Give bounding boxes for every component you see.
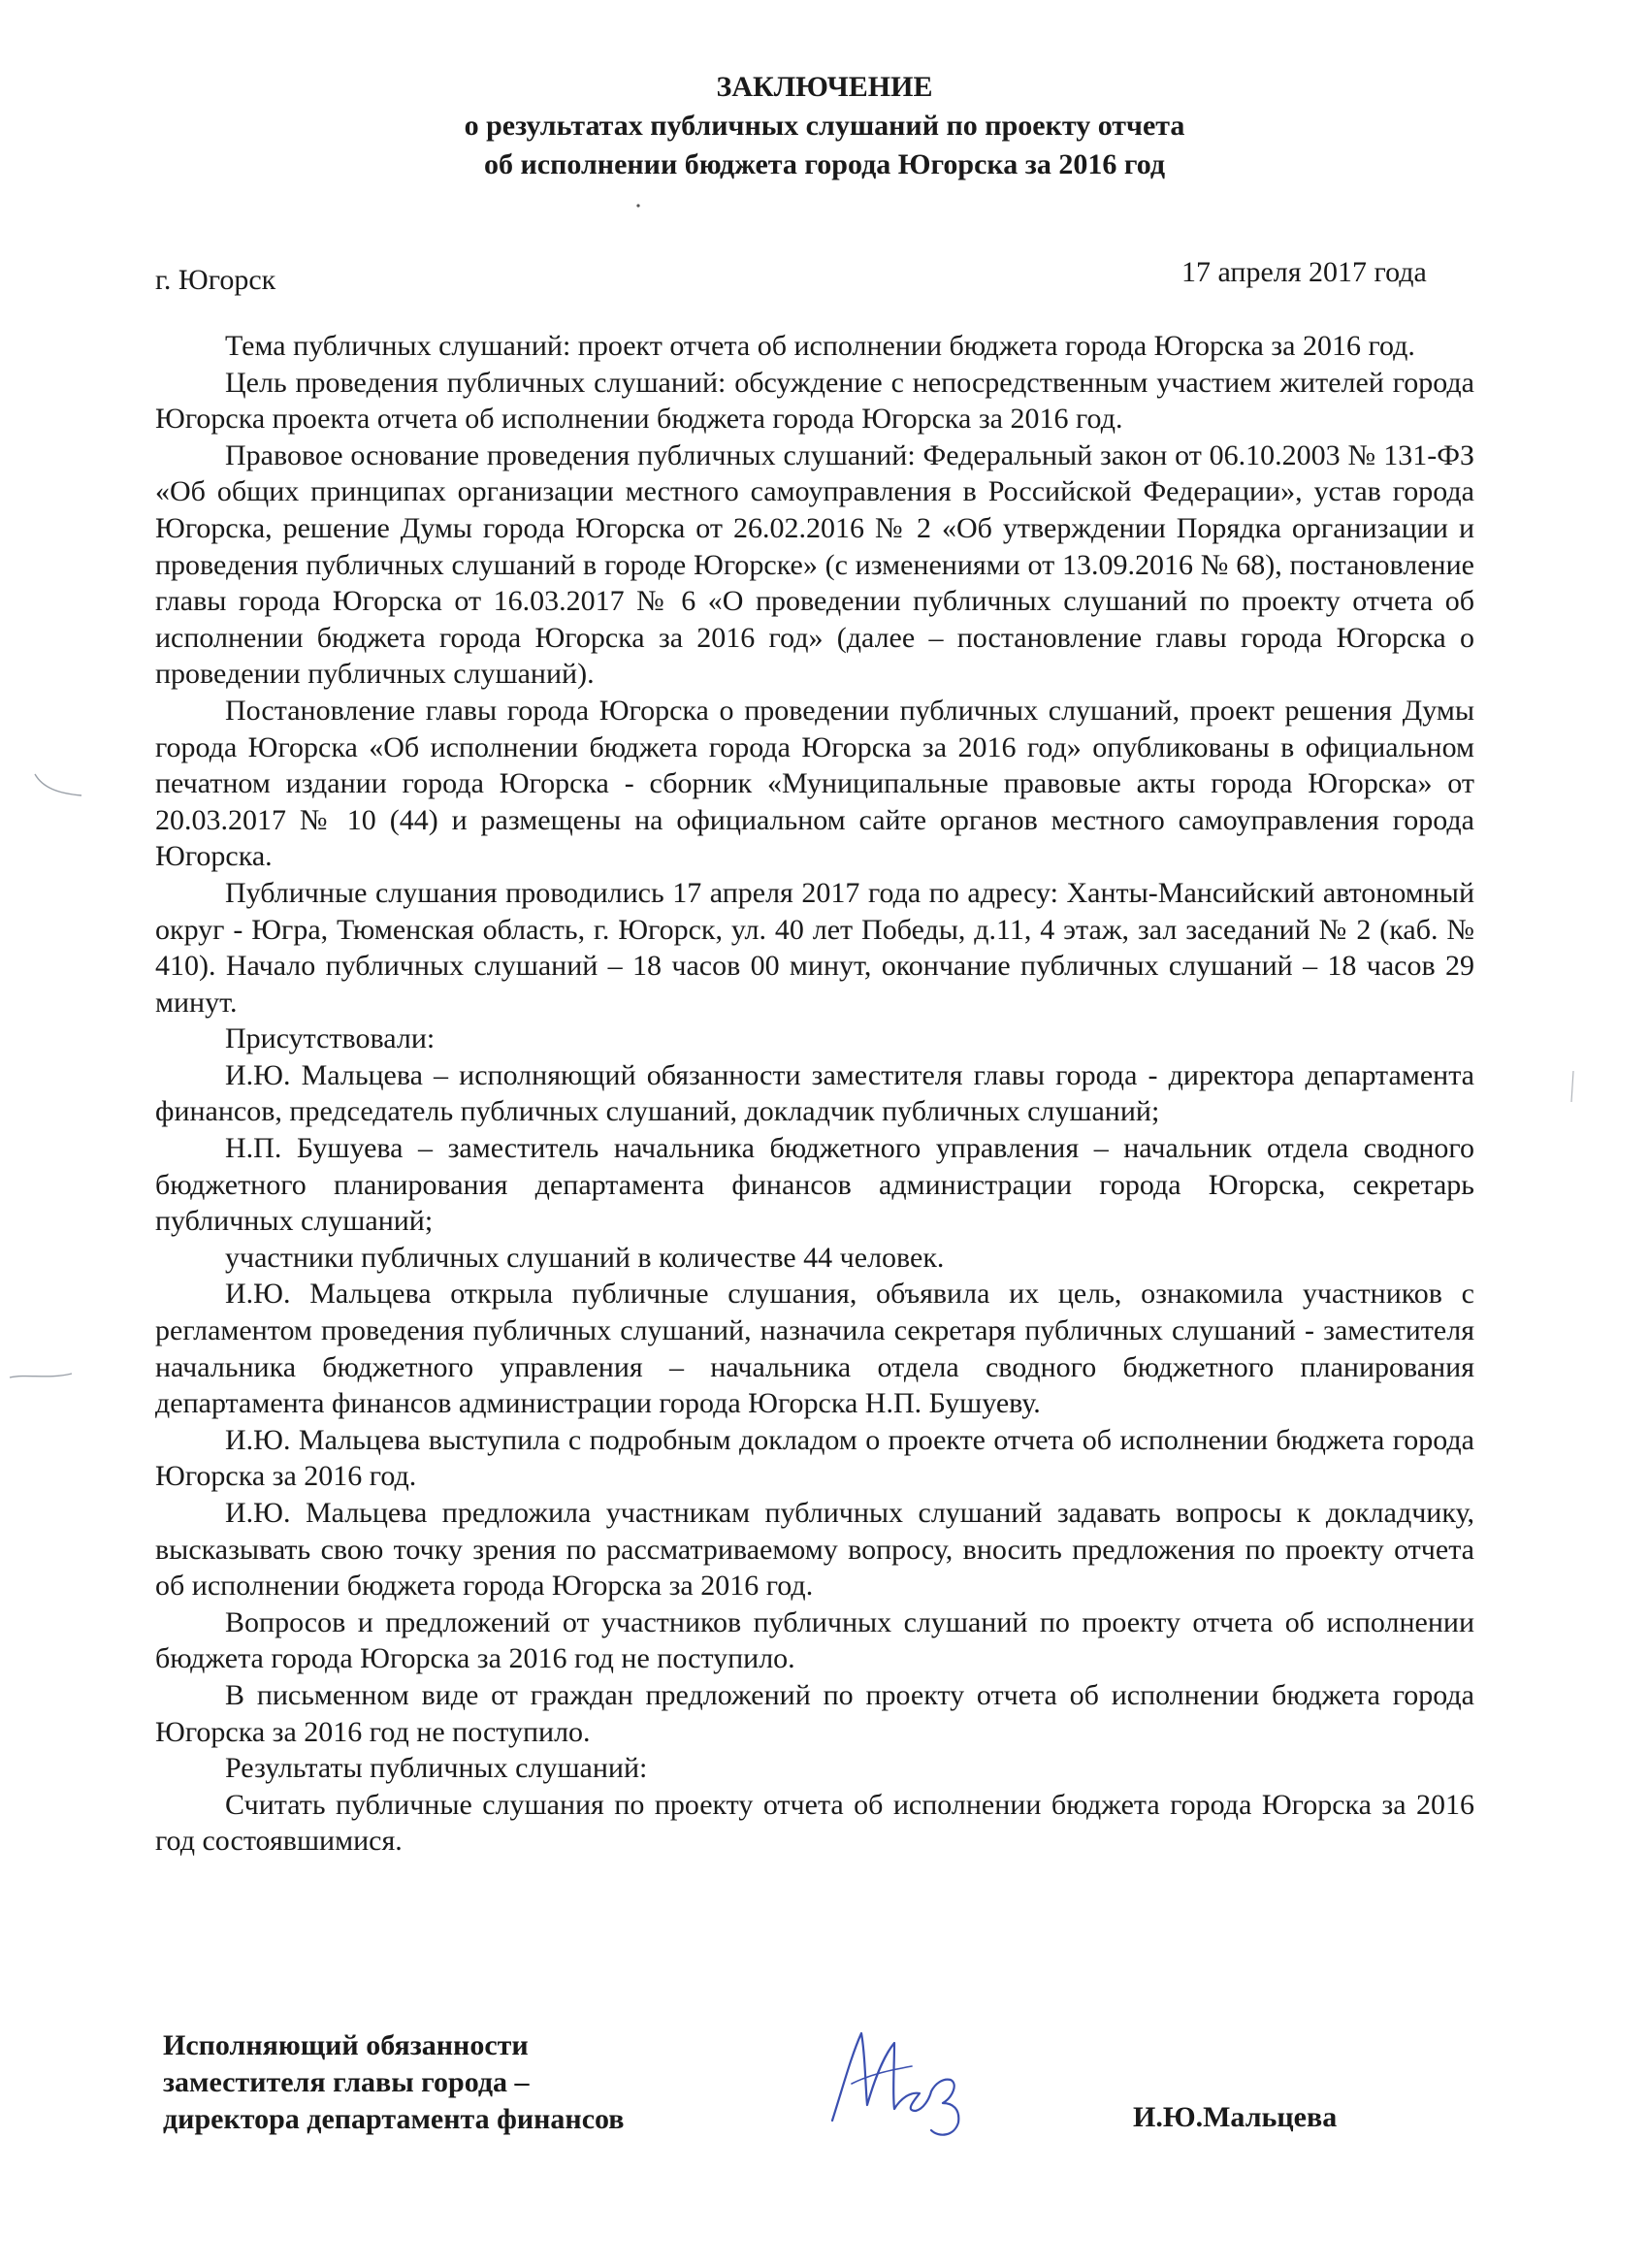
- paragraph-report: И.Ю. Мальцева выступила с подробным докладом о проекте отчета об исполнении бюджета города Югорска за 2016 год.: [155, 1423, 1474, 1493]
- handwritten-signature: [823, 2016, 987, 2142]
- paragraph-publication: Постановление главы города Югорска о проведении публичных слушаний, проект решения Думы города Югорска «Об исполнении бюджета города Югорска за 2016 год» опубликованы в официальном печатном издании города Югорска - сборник «Муниципальные правовые акты города Югорска» от 20.03.2017 № 10 (44) и размещены на официальном сайте органов местного самоуправления города Югорска.: [155, 694, 1474, 873]
- scan-artifact-mark: [29, 766, 87, 805]
- paragraph-attendees-heading: Присутствовали:: [225, 1022, 436, 1055]
- paragraph-questions-invited: И.Ю. Мальцева предложила участникам публичных слушаний задавать вопросы к докладчику, высказывать свою точку зрения по рассматриваемому вопросу, вносить предложения по проекту отчета об исполнении бюджета города Югорска за 2016 год.: [155, 1497, 1474, 1603]
- paragraph-venue: Публичные слушания проводились 17 апреля 2017 года по адресу: Ханты-Мансийский автономный округ - Югра, Тюменская область, г. Югорск, ул. 40 лет Победы, д.11, 4 этаж, зал заседаний № 2 (каб. № 410). Начало публичных слушаний – 18 часов 00 минут, окончание публичных слушаний – 18 часов 29 минут.: [155, 876, 1474, 1019]
- signatory-position: [163, 2027, 624, 2138]
- paragraph-results: Считать публичные слушания по проекту отчета об исполнении бюджета города Югорска за 2016 год состоявшимися.: [155, 1788, 1474, 1858]
- paragraph-topic: Тема публичных слушаний: проект отчета об исполнении бюджета города Югорска за 2016 год.: [225, 330, 1415, 362]
- signatory-position-line-2: заместителя главы города –: [163, 2066, 530, 2098]
- scan-artifact-mark: [8, 1368, 76, 1387]
- paragraph-goal: Цель проведения публичных слушаний: обсуждение с непосредственным участием жителей города Югорска проекта отчета об исполнении бюджета города Югорска за 2016 год.: [155, 366, 1474, 436]
- paragraph-attendee-chair: И.Ю. Мальцева – исполняющий обязанности заместителя главы города - директора департамента финансов, председатель публичных слушаний, докладчик публичных слушаний;: [155, 1058, 1474, 1128]
- signature-block: [163, 2027, 1482, 2144]
- document-title: ЗАКЛЮЧЕНИЕ: [716, 71, 933, 103]
- document-date: 17 апреля 2017 года: [1181, 256, 1427, 288]
- signatory-position-line-1: Исполняющий обязанности: [163, 2029, 529, 2061]
- scan-artifact-dot: [634, 202, 642, 210]
- document-header: [0, 68, 1649, 184]
- paragraph-results-heading: Результаты публичных слушаний:: [225, 1752, 648, 1785]
- signatory-name: И.Ю.Мальцева: [1133, 2101, 1338, 2133]
- paragraph-attendee-secretary: Н.П. Бушуева – заместитель начальника бюджетного управления – начальник отдела сводного бюджетного планирования департамента финансов администрации города Югорска, секретарь публичных слушаний;: [155, 1132, 1474, 1238]
- paragraph-no-proposals: Вопросов и предложений от участников публичных слушаний по проекту отчета об исполнении бюджета города Югорска за 2016 год не поступило.: [155, 1605, 1474, 1675]
- paragraph-attendee-count: участники публичных слушаний в количестве 44 человек.: [225, 1241, 945, 1274]
- document-place: г. Югорск: [155, 264, 276, 296]
- paragraph-opening: И.Ю. Мальцева открыла публичные слушания, объявила их цель, ознакомила участников с регламентом проведения публичных слушаний, назначила секретаря публичных слушаний - заместителя начальника бюджетного управления – начальника отдела сводного бюджетного планирования департамента финансов администрации города Югорска Н.П. Бушуеву.: [155, 1278, 1474, 1420]
- scan-artifact-mark: [1564, 1067, 1583, 1106]
- signatory-position-line-3: директора департамента финансов: [163, 2103, 625, 2135]
- document-body: [155, 328, 1474, 1860]
- document-subtitle-line-2: об исполнении бюджета города Югорска за 2016 год: [483, 148, 1166, 180]
- document-subtitle-line-1: о результатах публичных слушаний по проекту отчета: [464, 110, 1185, 142]
- paragraph-legal-basis: Правовое основание проведения публичных слушаний: Федеральный закон от 06.10.2003 № 131-ФЗ «Об общих принципах организации местного самоуправления в Российской Федерации», устав города Югорска, решение Думы города Югорска от 26.02.2016 № 2 «Об утверждении Порядка организации и проведения публичных слушаний в городе Югорске» (с изменениями от 13.09.2016 № 68), постановление главы города Югорска от 16.03.2017 № 6 «О проведении публичных слушаний по проекту отчета об исполнении бюджета города Югорска за 2016 год» (далее – постановление главы города Югорска о проведении публичных слушаний).: [155, 438, 1474, 691]
- paragraph-no-written-proposals: В письменном виде от граждан предложений по проекту отчета об исполнении бюджета города Югорска за 2016 год не поступило.: [155, 1678, 1474, 1748]
